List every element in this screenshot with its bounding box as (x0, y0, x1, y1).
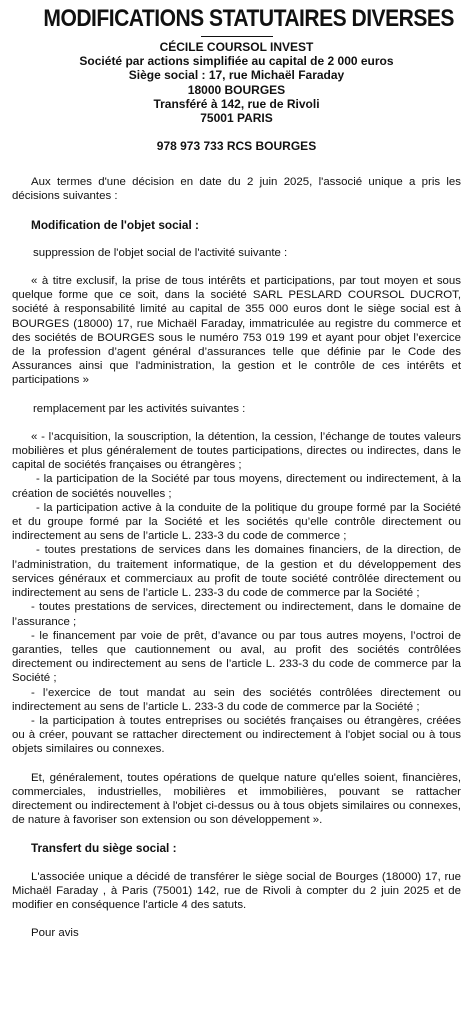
transfer-paragraph: L'associée unique a décidé de transférer le siège social de Bourges (18000) 17, rue Michaël Faraday , à Paris (75001) 142, rue de Rivoli à compter du 2 juin 2025 et de modifier en conséquence l'article 4 des satuts. (12, 870, 461, 911)
activity-item: - la participation de la Société par tous moyens, directement ou indirectement, à la création de sociétés nouvelles ; (12, 473, 461, 500)
title-underline (201, 36, 273, 37)
activity-item: - toutes prestations de services, directement ou indirectement, dans le domaine de l’assurance ; (12, 601, 461, 628)
activity-item: « - l’acquisition, la souscription, la détention, la cession, l’échange de toutes valeurs mobilières et plus généralement de toutes participations, directes ou indirectes, dans le capital de sociétés françaises ou étrangères ; (12, 430, 461, 472)
registered-city: 18000 BOURGES (187, 82, 286, 97)
company-form: Société par actions simplifiée au capital de 2 000 euros (79, 54, 394, 69)
activity-item: - le financement par voie de prêt, d’avance ou par tous autres moyens, l’octroi de garanties, telles que cautionnement ou aval, au profit des sociétés contrôlées directement ou indirectement au sens de l’article L. 233-3 du code de commerce par la Société ; (12, 629, 461, 685)
activity-item: - la participation active à la conduite de la politique du groupe formé par la Société et du groupe formé par la Société et les sociétés qu’elle contrôle directement ou indirectement au sens de l’article L. 233-3 du code de commerce ; (12, 501, 461, 543)
suppressed-activity: « à titre exclusif, la prise de tous intérêts et participations, par tout moyen et sous quelque forme que ce soit, dans la société SARL PESLARD COURSOL DUCROT, société à responsabilité limité au capital de 355 000 euros dont le siège social est à BOURGES (18000) 17, rue Michaël Faraday, immatriculée au registre du commerce et des sociétés de BOURGES sous le numéro 753 019 199 et ayant pour objet l’exercice de la profession d’agent général d’assurances telle que définie par le Code des Assurances ainsi que l'administration, la gestion et le contrôle de ces intérêts et participations » (12, 275, 461, 387)
rcs-number: 978 973 733 RCS BOURGES (156, 139, 317, 154)
replacement-label: remplacement par les activités suivantes : (33, 402, 246, 415)
intro-paragraph: Aux termes d'une décision en date du 2 juin 2025, l'associé unique a pris les décisions suivantes : (12, 176, 461, 203)
company-name: CÉCILE COURSOL INVEST (159, 40, 314, 54)
company-header (12, 40, 461, 125)
notice-body (12, 175, 461, 940)
registered-office: Siège social : 17, rue Michaël Faraday (128, 68, 345, 83)
notice-title: MODIFICATIONS STATUTAIRES DIVERSES (43, 5, 454, 32)
activity-item: - toutes prestations de services dans les domaines financiers, de la direction, de l’administration, du traitement informatique, de la gestion et du développement des services généraux et commerciaux au profit de toute société contrôlée directement ou indirectement au sens de l’article L. 233-3 du code de commerce par la Société ; (12, 544, 461, 600)
closing-text: Pour avis (31, 927, 79, 940)
transfer-city: 75001 PARIS (200, 111, 273, 126)
transfer-address: Transféré à 142, rue de Rivoli (153, 96, 320, 111)
activity-item: - l’exercice de tout mandat au sein des sociétés contrôlées directement ou indirectement au sens de l’article L. 233-3 du code de commerce par la Société ; (12, 686, 461, 713)
suppression-label: suppression de l'objet social de l'activité suivante : (33, 246, 288, 259)
legal-notice (0, 4, 473, 1028)
activity-item: - la participation à toutes entreprises ou sociétés françaises ou étrangères, créées ou à créer, pouvant se rattacher directement ou indirectement à l'objet social ou à tous objets similaires ou connexes. (12, 714, 461, 756)
general-clause: Et, généralement, toutes opérations de quelque nature qu'elles soient, financières, commerciales, industrielles, mobilières et immobilières, pouvant se rattacher directement ou indirectement à l'objet ci-dessus ou à tous objets similaires ou connexes, de nature à favoriser son extension ou son développement ». (12, 771, 461, 827)
section-title-transfert: Transfert du siège social : (31, 841, 177, 856)
section-title-objet: Modification de l'objet social : (31, 217, 199, 232)
